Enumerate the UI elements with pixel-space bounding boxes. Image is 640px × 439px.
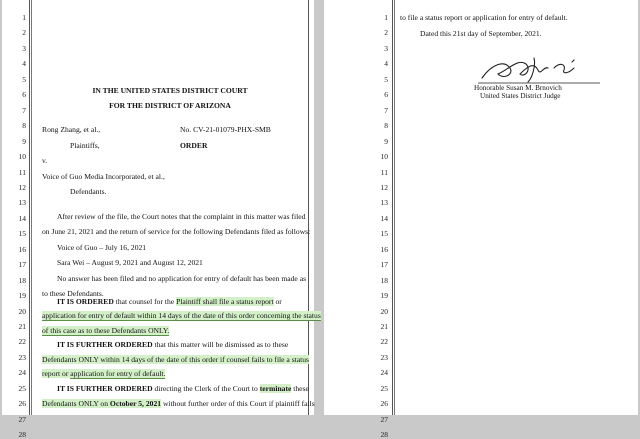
line-number: 5 [22, 74, 26, 84]
line-number: 18 [380, 275, 388, 285]
plaintiff-role: Plaintiffs, [70, 141, 100, 150]
line-number: 10 [380, 152, 388, 161]
line-number: 24 [18, 368, 26, 378]
line-number: 12 [18, 182, 26, 192]
margin-rule-left [29, 0, 30, 415]
dated-line: Dated this 21st day of September, 2021. [420, 29, 542, 38]
order-1-line-2 [42, 312, 321, 320]
line-number: 19 [380, 291, 388, 301]
paragraph-2-line-2: to these Defendants. [42, 289, 104, 298]
defendant-name: Voice of Guo Media Incorporated, et al., [42, 172, 165, 181]
line-number: 15 [18, 229, 26, 239]
line-number: 3 [22, 43, 26, 53]
order-3-lead: IT IS FURTHER ORDERED [57, 384, 153, 393]
order-1-line-1 [57, 298, 282, 306]
order-2-line-2 [42, 356, 309, 364]
order-3-line-2b: October 5, 2021 [109, 399, 162, 408]
judge-name: Honorable Susan M. Brnovich [474, 84, 562, 92]
order-2-lead: IT IS FURTHER ORDERED [57, 340, 153, 349]
continuation-line: to file a status report or application for entry of default. [400, 13, 568, 22]
line-number: 14 [380, 213, 388, 223]
order-1-tail: or [273, 297, 282, 306]
order-3-line-2c: without further order of this Court if plaintiff fails [161, 399, 315, 408]
order-1-line-3-text: of this case as to these Defendants ONLY. [42, 326, 170, 335]
line-number: 21 [380, 322, 388, 331]
order-1-mid: that counsel for the [113, 297, 177, 306]
order-2-tail: that this matter will be dismissed as to these [152, 340, 289, 349]
line-number: 6 [384, 90, 388, 100]
order-2-line-2-text: Defendants ONLY within 14 days of the date of this order if counsel fails to file a status [42, 355, 309, 364]
line-number: 15 [380, 229, 388, 239]
court-title-line-2: FOR THE DISTRICT OF ARIZONA [109, 101, 231, 110]
line-number: 17 [380, 260, 388, 270]
line-number: 2 [384, 28, 388, 38]
order-3-line-2a: Defendants ONLY on [42, 399, 110, 408]
line-number: 1 [384, 13, 388, 22]
line-number: 24 [380, 368, 388, 378]
line-number: 12 [380, 182, 388, 192]
line-number: 13 [380, 198, 388, 208]
line-number: 28 [18, 430, 26, 439]
service-entry-1: Voice of Guo – July 16, 2021 [57, 243, 147, 252]
order-2-line-1 [57, 341, 288, 349]
line-number: 11 [380, 167, 388, 177]
line-number: 22 [380, 337, 388, 347]
line-number: 20 [380, 306, 388, 316]
line-number: 28 [380, 430, 388, 439]
order-1-line-3 [42, 327, 169, 335]
order-2-line-3 [42, 370, 165, 378]
line-number: 7 [384, 105, 388, 115]
line-number: 25 [380, 383, 388, 393]
line-number: 25 [18, 383, 26, 393]
order-1-lead: IT IS ORDERED [57, 297, 114, 306]
line-number: 27 [18, 414, 26, 424]
line-number: 13 [18, 198, 26, 208]
order-3-bold: terminate [259, 384, 292, 393]
line-number: 20 [18, 306, 26, 316]
margin-rule-left-double [394, 0, 395, 415]
judge-title: United States District Judge [480, 92, 561, 100]
line-number: 19 [18, 291, 26, 301]
line-number: 9 [22, 136, 26, 146]
defendant-role: Defendants. [70, 187, 107, 196]
line-number: 23 [18, 352, 26, 362]
line-number: 8 [384, 121, 388, 131]
line-number: 10 [18, 152, 26, 161]
order-2-line-3a: report or [42, 369, 71, 378]
service-entry-2: Sara Wei – August 9, 2021 and August 12, 2021 [57, 258, 203, 267]
line-number: 1 [22, 13, 26, 22]
order-3-line-2 [42, 400, 315, 408]
line-number: 9 [384, 136, 388, 146]
line-number: 26 [18, 399, 26, 409]
line-number: 2 [22, 28, 26, 38]
plaintiff-name: Rong Zhang, et al., [42, 125, 101, 134]
order-1-line-2-text: application for entry of default within 14 days of the date of this order concerning the status [42, 311, 321, 320]
line-number: 23 [380, 352, 388, 362]
line-number: 27 [380, 414, 388, 424]
margin-rule-left [392, 0, 393, 415]
line-number: 7 [22, 105, 26, 115]
order-3-tail: these [291, 384, 309, 393]
paragraph-1-line-1: After review of the file, the Court notes that the complaint in this matter was filed [57, 212, 306, 221]
line-number: 8 [22, 121, 26, 131]
line-number: 18 [18, 275, 26, 285]
paragraph-1-line-2: on June 21, 2021 and the return of service for the following Defendants filed as follows: [42, 227, 311, 236]
judge-signature [474, 52, 604, 86]
line-number: 16 [380, 244, 388, 254]
right-page [324, 0, 638, 439]
document-type: ORDER [180, 141, 208, 150]
line-number: 21 [18, 322, 26, 331]
line-number: 26 [380, 399, 388, 409]
margin-rule-right [308, 0, 309, 415]
line-number: 5 [384, 74, 388, 84]
order-1-highlight: Plaintiff shall file a status report [176, 297, 274, 306]
left-page [2, 0, 321, 439]
paragraph-2-line-1: No answer has been filed and no application for entry of default has been made as [57, 274, 307, 283]
line-number: 14 [18, 213, 26, 223]
court-title-line-1: IN THE UNITED STATES DISTRICT COURT [92, 86, 248, 95]
margin-rule-left-double [31, 0, 32, 415]
line-number: 16 [18, 244, 26, 254]
case-number: No. CV-21-01079-PHX-SMB [180, 125, 271, 134]
versus: v. [42, 156, 48, 165]
line-number: 6 [22, 90, 26, 100]
line-number: 4 [384, 59, 388, 69]
line-number: 4 [22, 59, 26, 69]
order-3-line-1 [57, 385, 309, 393]
line-number: 3 [384, 43, 388, 53]
line-number: 17 [18, 260, 26, 270]
line-number: 11 [18, 167, 26, 177]
order-2-line-3b: application for entry of default. [70, 369, 166, 378]
line-number: 22 [18, 337, 26, 347]
order-3-mid: directing the Clerk of the Court to [152, 384, 260, 393]
